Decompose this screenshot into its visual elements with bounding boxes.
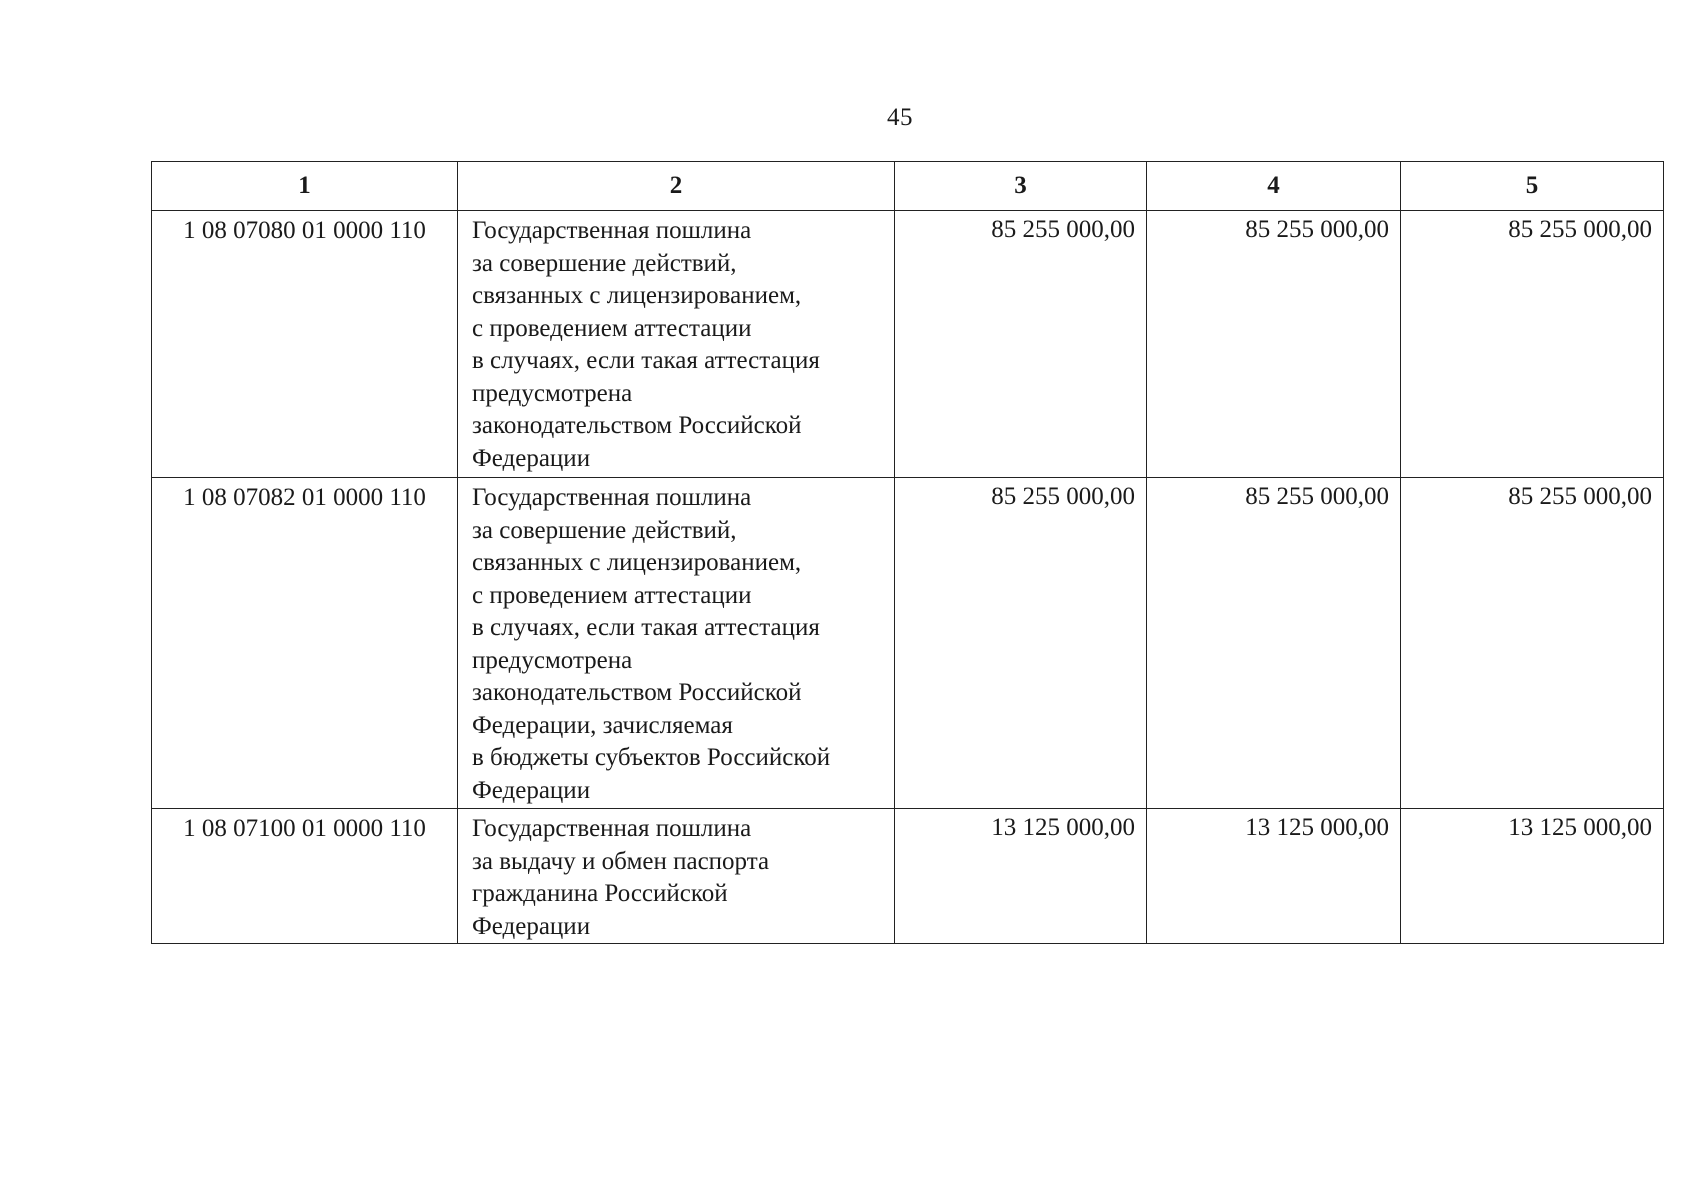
amount-column-3: 85 255 000,00 [895,478,1147,809]
revenue-name-cell [458,211,895,478]
budget-revenue-table [151,161,1664,944]
page-number: 45 [887,104,913,131]
amount-column-4: 13 125 000,00 [1147,809,1401,944]
name-line: Государственная пошлина [472,815,752,842]
table-row [152,478,1664,809]
name-line: за совершение действий, [472,516,737,544]
name-line: Федерации [472,444,591,472]
name-line: Государственная пошлина [472,484,752,511]
budget-code-cell: 1 08 07100 01 0000 110 [152,809,458,944]
name-line: Федерации [472,776,591,804]
name-line: предусмотрена [472,646,633,674]
revenue-name-cell [458,809,895,944]
name-line: Государственная пошлина [472,217,752,244]
column-header-3: 3 [895,162,1147,211]
budget-code-cell: 1 08 07080 01 0000 110 [152,211,458,478]
revenue-name-cell [458,478,895,809]
name-line: законодательством Российской [472,679,802,706]
name-line: за совершение действий, [472,249,737,277]
table-header-row [152,162,1664,211]
budget-code-cell: 1 08 07082 01 0000 110 [152,478,458,809]
amount-column-5: 13 125 000,00 [1401,809,1664,944]
name-line: связанных с лицензированием, [472,549,802,576]
name-line: с проведением аттестации [472,581,752,609]
amount-column-4: 85 255 000,00 [1147,478,1401,809]
name-line: законодательством Российской [472,412,802,439]
name-line: гражданина Российской [472,880,728,907]
name-line: в случаях, если такая аттестация [472,347,820,374]
amount-column-3: 85 255 000,00 [895,211,1147,478]
column-header-2: 2 [458,162,895,211]
column-header-1: 1 [152,162,458,211]
name-line: в случаях, если такая аттестация [472,614,820,641]
amount-column-5: 85 255 000,00 [1401,478,1664,809]
amount-column-3: 13 125 000,00 [895,809,1147,944]
name-line: с проведением аттестации [472,314,752,342]
name-line: Федерации [472,912,591,940]
amount-column-4: 85 255 000,00 [1147,211,1401,478]
column-header-4: 4 [1147,162,1401,211]
name-line: за выдачу и обмен паспорта [472,847,770,875]
table-row [152,809,1664,944]
name-line: предусмотрена [472,379,633,407]
amount-column-5: 85 255 000,00 [1401,211,1664,478]
name-line: связанных с лицензированием, [472,282,802,309]
name-line: в бюджеты субъектов Российской [472,744,831,771]
column-header-5: 5 [1401,162,1664,211]
table-row [152,211,1664,478]
name-line: Федерации, зачисляемая [472,711,733,739]
